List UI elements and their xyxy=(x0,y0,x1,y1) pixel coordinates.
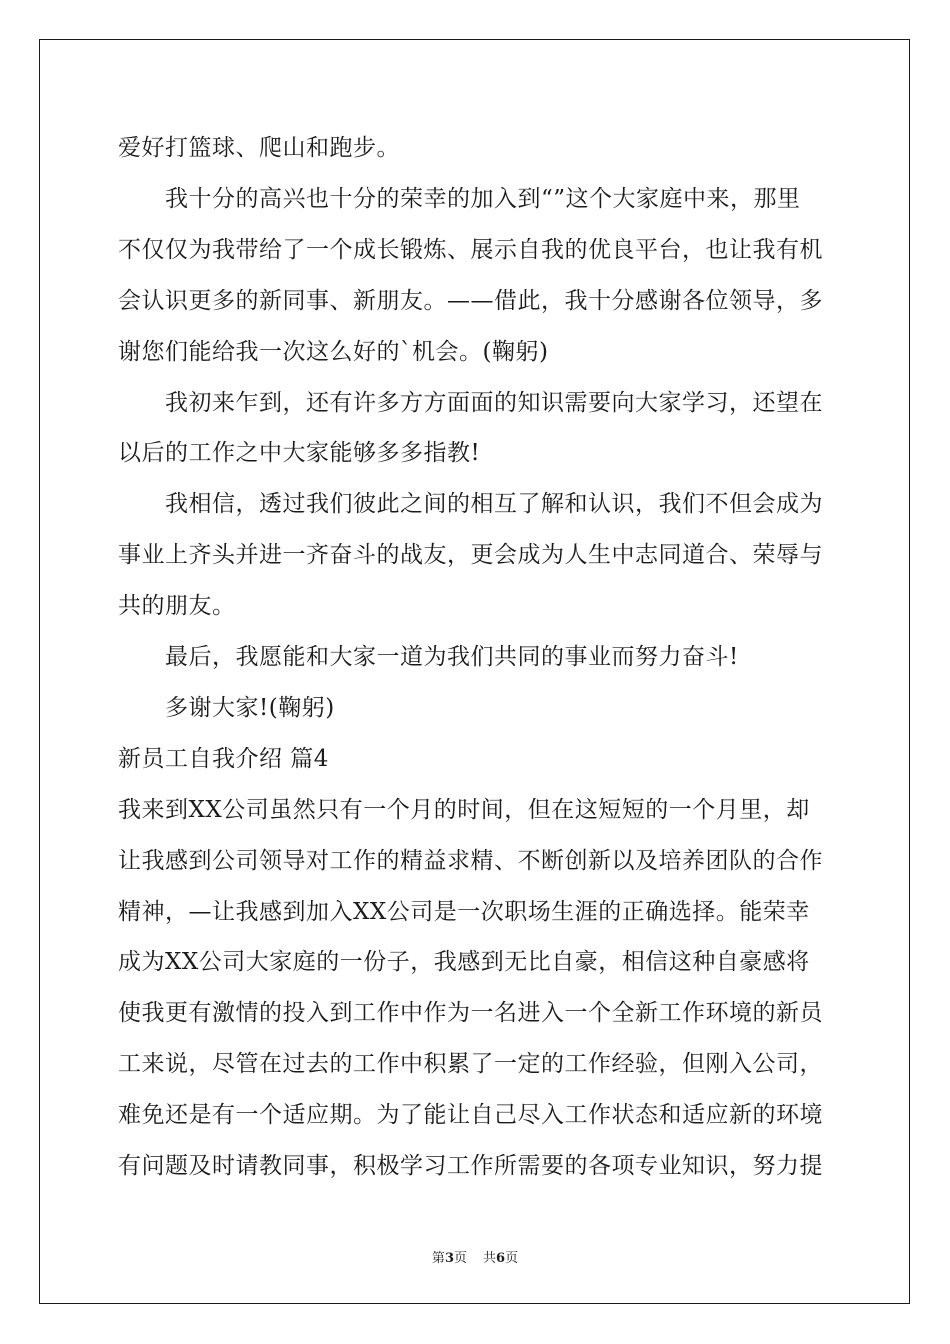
text-line: 爱好打篮球、爬山和跑步。 xyxy=(118,135,400,161)
text-line: 谢您们能给我一次这么好的`机会。(鞠躬) xyxy=(118,339,549,365)
footer-page-number: 3 xyxy=(444,1251,454,1266)
footer-page-prefix: 第 xyxy=(431,1251,445,1266)
text-line: 让我感到公司领导对工作的精益求精、不断创新以及培养团队的合作 xyxy=(118,848,823,874)
text-line: 最后，我愿能和大家一道为我们共同的事业而努力奋斗! xyxy=(165,644,739,670)
text-line: 精神，—让我感到加入XX公司是一次职场生涯的正确选择。能荣幸 xyxy=(118,899,810,925)
text-line: 工来说，尽管在过去的工作中积累了一定的工作经验，但刚入公司， xyxy=(118,1051,823,1077)
footer-total-suffix: 页 xyxy=(505,1251,519,1266)
text-line: 成为XX公司大家庭的一份子，我感到无比自豪，相信这种自豪感将 xyxy=(118,949,810,975)
text-line: 我初来乍到，还有许多方方面面的知识需要向大家学习，还望在 xyxy=(165,390,823,416)
text-line: 我十分的高兴也十分的荣幸的加入到“”这个大家庭中来，那里 xyxy=(165,186,801,212)
text-line: 会认识更多的新同事、新朋友。——借此，我十分感谢各位领导，多 xyxy=(118,288,823,314)
text-line: 以后的工作之中大家能够多多指教! xyxy=(118,440,481,466)
text-line: 共的朋友。 xyxy=(118,593,236,619)
footer-page-suffix: 页 xyxy=(453,1251,467,1266)
footer-total-prefix: 共 xyxy=(483,1251,497,1266)
text-line: 难免还是有一个适应期。为了能让自己尽入工作状态和适应新的环境 xyxy=(118,1102,823,1128)
text-line: 我相信，透过我们彼此之间的相互了解和认识，我们不但会成为 xyxy=(165,491,823,517)
text-line: 多谢大家!(鞠躬) xyxy=(165,695,335,721)
text-line: 新员工自我介绍 篇4 xyxy=(118,746,329,772)
text-line: 使我更有激情的投入到工作中作为一名进入一个全新工作环境的新员 xyxy=(118,1000,823,1026)
text-line: 事业上齐头并进一齐奋斗的战友，更会成为人生中志同道合、荣辱与 xyxy=(118,542,823,568)
page-footer xyxy=(0,1247,950,1266)
footer-total-number: 6 xyxy=(496,1251,506,1266)
text-line: 不仅仅为我带给了一个成长锻炼、展示自我的优良平台，也让我有机 xyxy=(118,237,823,263)
text-line: 有问题及时请教同事，积极学习工作所需要的各项专业知识，努力提 xyxy=(118,1153,823,1179)
text-line: 我来到XX公司虽然只有一个月的时间，但在这短短的一个月里，却 xyxy=(118,797,810,823)
